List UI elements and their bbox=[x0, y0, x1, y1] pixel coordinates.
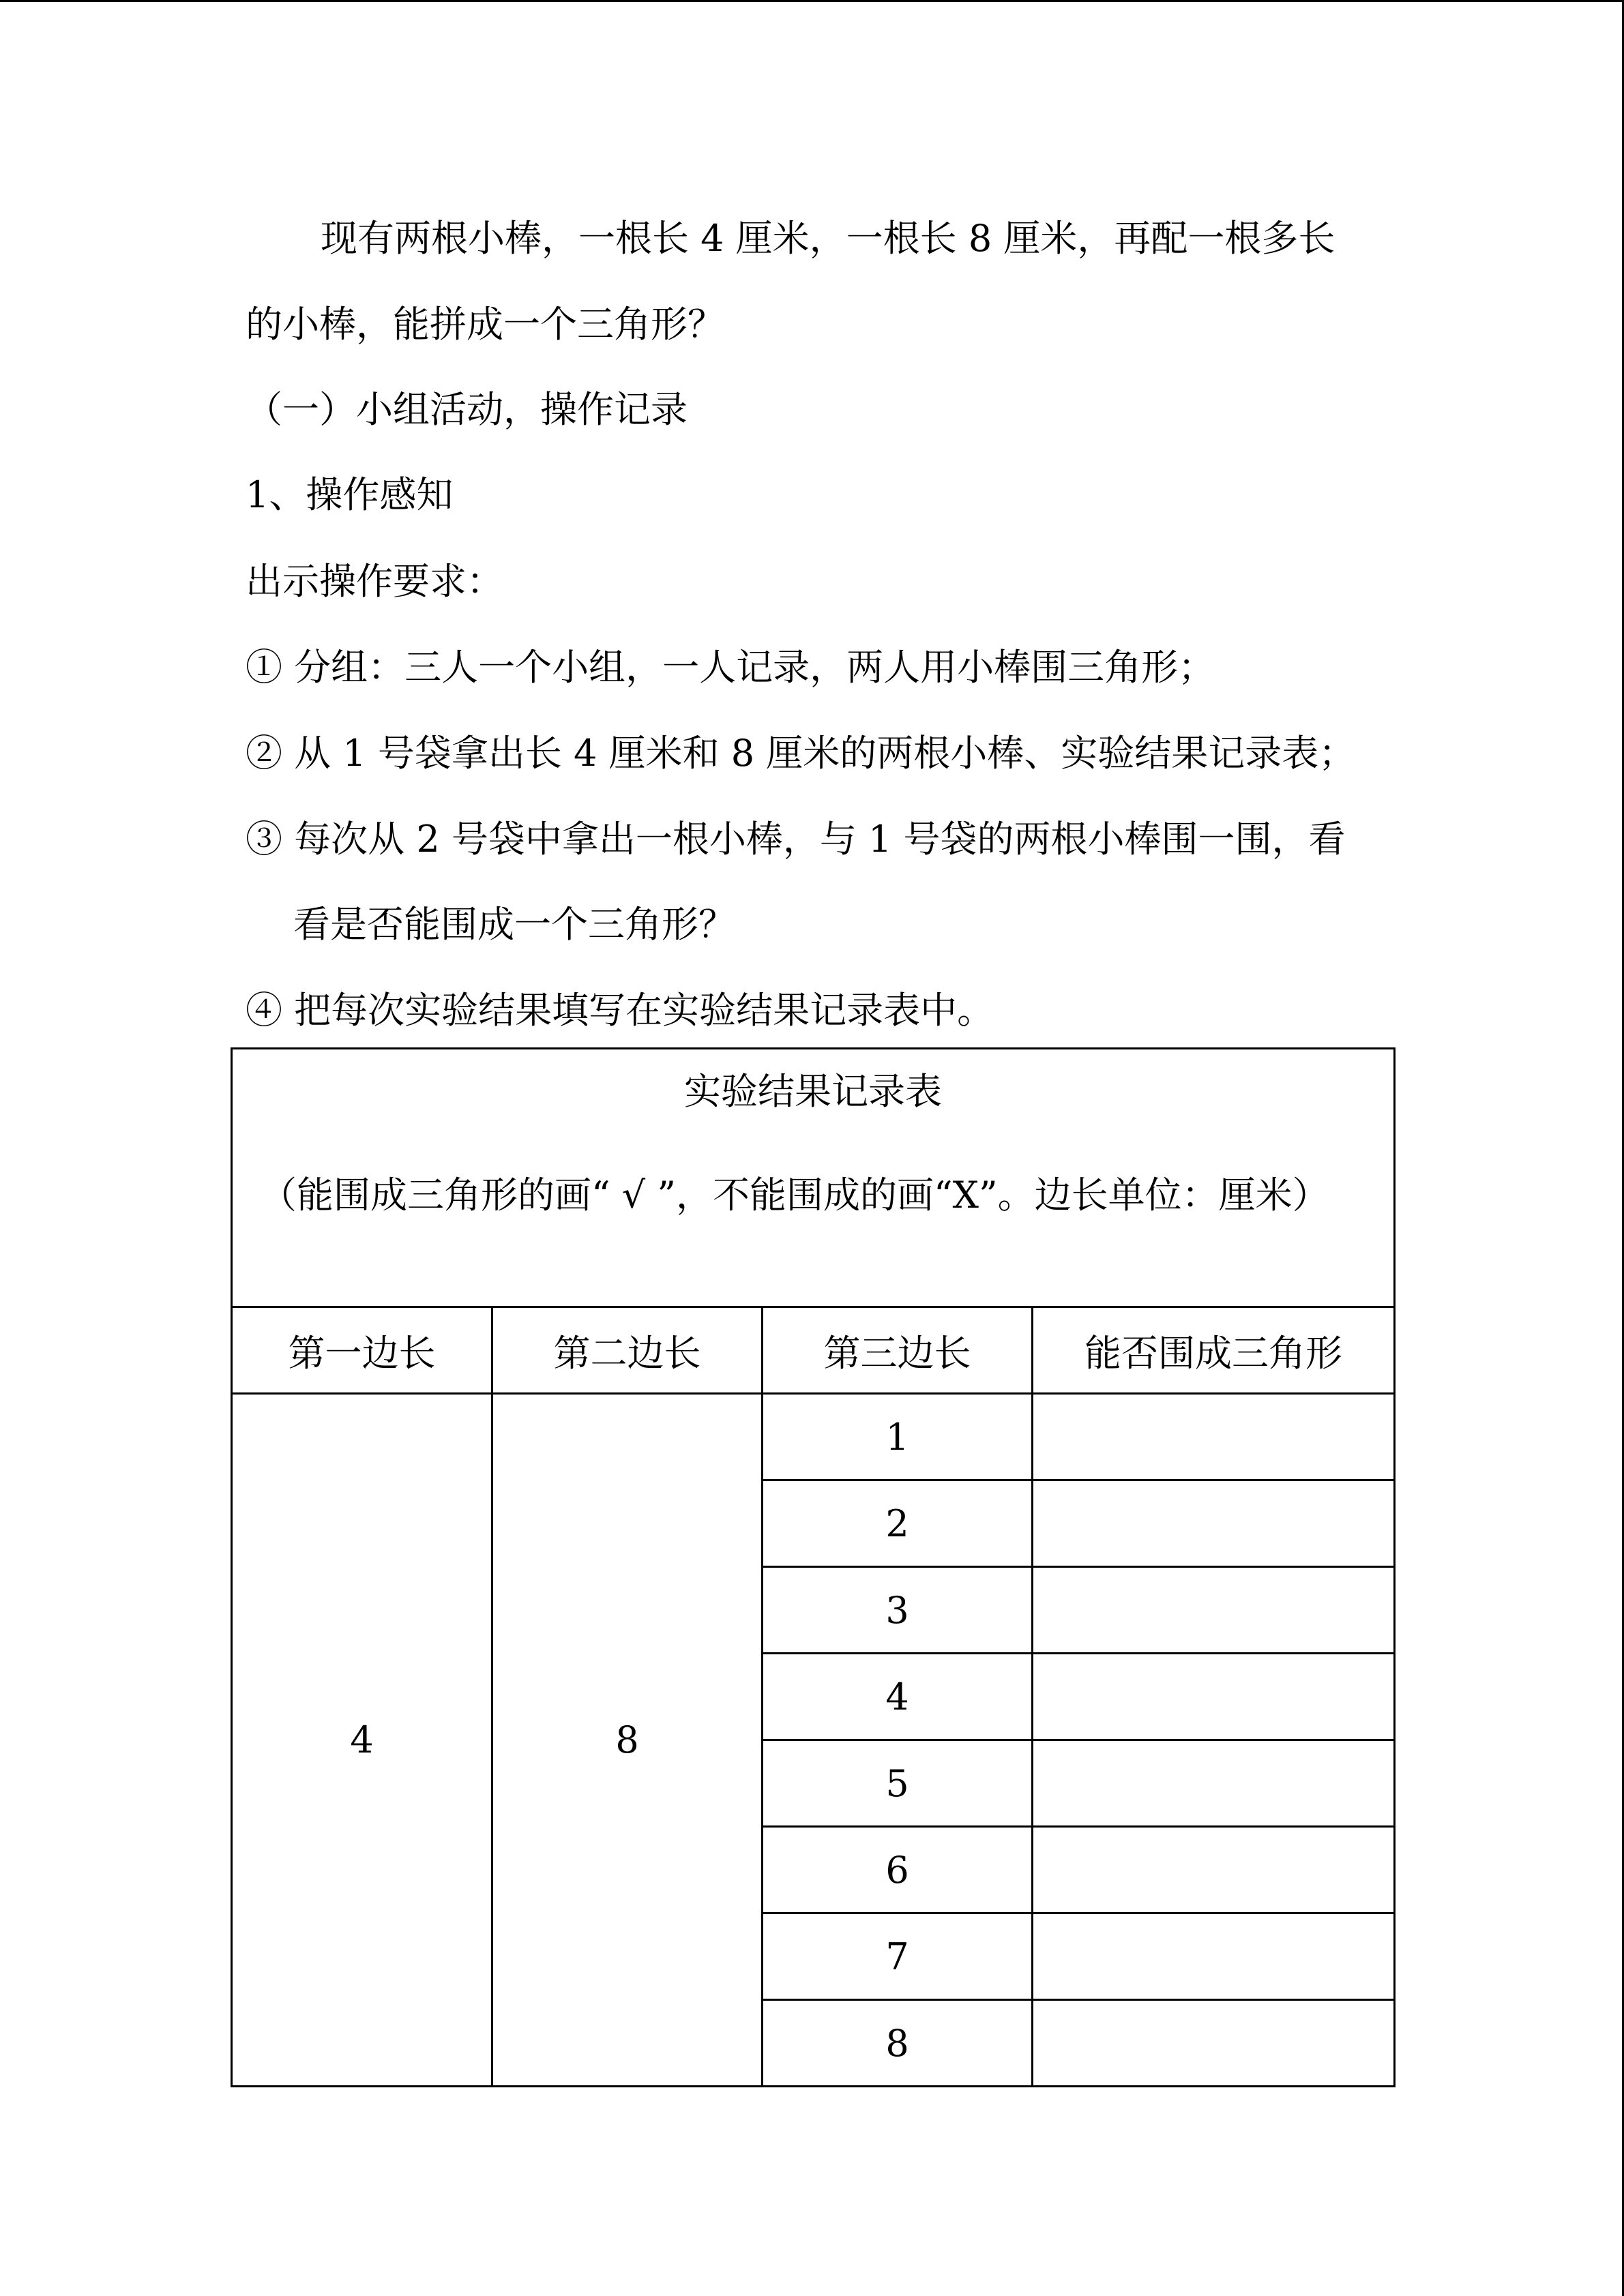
section-heading: （一）小组活动，操作记录 bbox=[246, 388, 688, 431]
requirement-2: ② 从 1 号袋拿出长 4 厘米和 8 厘米的两根小棒、实验结果记录表； bbox=[246, 732, 1356, 775]
third-side-value: 6 bbox=[763, 1827, 1033, 1913]
third-side-value: 4 bbox=[763, 1654, 1033, 1740]
header-first-side: 第一边长 bbox=[232, 1307, 492, 1394]
second-side-value: 8 bbox=[492, 1394, 763, 2087]
requirement-3-line-2: 看是否能围成一个三角形？ bbox=[293, 903, 735, 946]
result-cell[interactable] bbox=[1033, 1394, 1395, 1480]
table-row bbox=[232, 1394, 1395, 1480]
result-cell[interactable] bbox=[1033, 1740, 1395, 1827]
table-title: 实验结果记录表 bbox=[684, 1070, 942, 1113]
header-can-form-triangle: 能否围成三角形 bbox=[1033, 1307, 1395, 1394]
third-side-value: 3 bbox=[763, 1567, 1033, 1654]
third-side-value: 1 bbox=[763, 1394, 1033, 1480]
result-cell[interactable] bbox=[1033, 2000, 1395, 2087]
requirement-3-line-1: ③ 每次从 2 号袋中拿出一根小棒，与 1 号袋的两根小棒围一围，看 bbox=[246, 818, 1346, 861]
result-cell[interactable] bbox=[1033, 1480, 1395, 1567]
requirements-label: 出示操作要求： bbox=[246, 560, 503, 603]
table-header-row bbox=[232, 1307, 1395, 1394]
third-side-value: 2 bbox=[763, 1480, 1033, 1567]
table-note: （能围成三角形的画“ √ ”，不能围成的画“X”。边长单位：厘米） bbox=[260, 1174, 1329, 1217]
result-cell[interactable] bbox=[1033, 1567, 1395, 1654]
experiment-record-table bbox=[231, 1047, 1396, 2087]
requirement-4: ④ 把每次实验结果填写在实验结果记录表中。 bbox=[246, 989, 994, 1032]
step-heading: 1、操作感知 bbox=[246, 473, 454, 516]
third-side-value: 5 bbox=[763, 1740, 1033, 1827]
intro-paragraph-line-1: 现有两根小棒，一根长 4 厘米，一根长 8 厘米，再配一根多长 bbox=[321, 217, 1335, 260]
first-side-value: 4 bbox=[232, 1394, 492, 2087]
third-side-value: 7 bbox=[763, 1913, 1033, 2000]
third-side-value: 8 bbox=[763, 2000, 1033, 2087]
result-cell[interactable] bbox=[1033, 1654, 1395, 1740]
header-third-side: 第三边长 bbox=[763, 1307, 1033, 1394]
result-cell[interactable] bbox=[1033, 1913, 1395, 2000]
result-cell[interactable] bbox=[1033, 1827, 1395, 1913]
requirement-1: ① 分组：三人一个小组，一人记录，两人用小棒围三角形； bbox=[246, 646, 1215, 689]
table-caption-cell bbox=[232, 1049, 1395, 1307]
top-border-line bbox=[0, 0, 1624, 2]
header-second-side: 第二边长 bbox=[492, 1307, 763, 1394]
intro-paragraph-line-2: 的小棒，能拼成一个三角形？ bbox=[246, 303, 724, 346]
